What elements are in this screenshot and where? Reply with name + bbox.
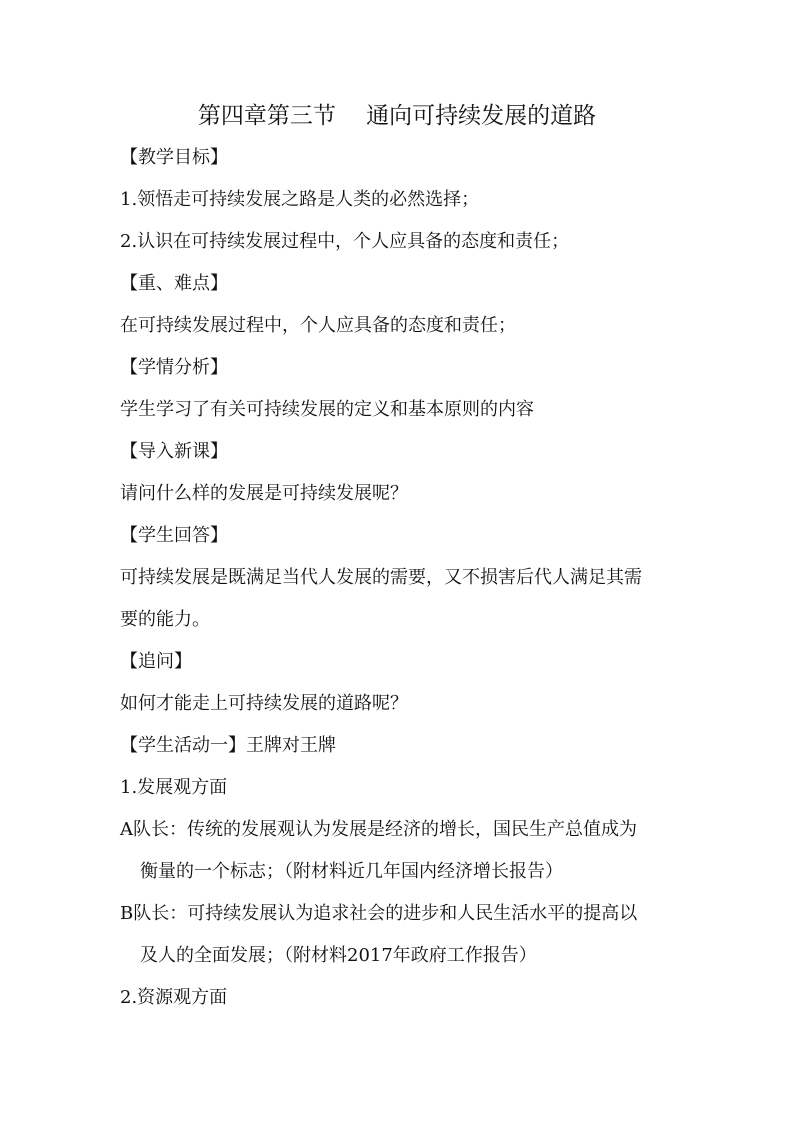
heading-follow-up: 【追问】 (120, 651, 192, 672)
heading-student-analysis: 【学情分析】 (120, 357, 228, 378)
heading-student-activity-1: 【学生活动一】王牌对王牌 (120, 735, 336, 756)
team-a-line-2: 衡量的一个标志；（附材料近几年国内经济增长报告） (140, 861, 563, 882)
student-answer-line-2: 要的能力。 (120, 609, 210, 630)
team-b-line-2: 及人的全面发展；（附材料2017年政府工作报告） (140, 945, 537, 966)
introduction-question: 请问什么样的发展是可持续发展呢？ (120, 483, 408, 504)
student-analysis-text: 学生学习了有关可持续发展的定义和基本原则的内容 (120, 399, 534, 420)
heading-student-answer: 【学生回答】 (120, 525, 228, 546)
heading-key-points: 【重、难点】 (120, 273, 228, 294)
heading-teaching-goals: 【教学目标】 (120, 147, 228, 168)
section-development-view: 1.发展观方面 (120, 777, 228, 798)
follow-up-question: 如何才能走上可持续发展的道路呢？ (120, 693, 408, 714)
goal-item-1: 1.领悟走可持续发展之路是人类的必然选择； (120, 189, 480, 210)
student-answer-line-1: 可持续发展是既满足当代人发展的需要，又不损害后代人满足其需 (120, 567, 642, 588)
team-b-line-1: B队长：可持续发展认为追求社会的进步和人民生活水平的提高以 (120, 903, 638, 924)
key-points-text: 在可持续发展过程中，个人应具备的态度和责任； (120, 315, 516, 336)
section-resource-view: 2.资源观方面 (120, 987, 228, 1008)
goal-item-2: 2.认识在可持续发展过程中，个人应具备的态度和责任； (120, 231, 570, 252)
team-a-line-1: A队长：传统的发展观认为发展是经济的增长，国民生产总值成为 (120, 819, 637, 840)
heading-introduction: 【导入新课】 (120, 441, 228, 462)
page-title: 第四章第三节 通向可持续发展的道路 (197, 103, 597, 129)
